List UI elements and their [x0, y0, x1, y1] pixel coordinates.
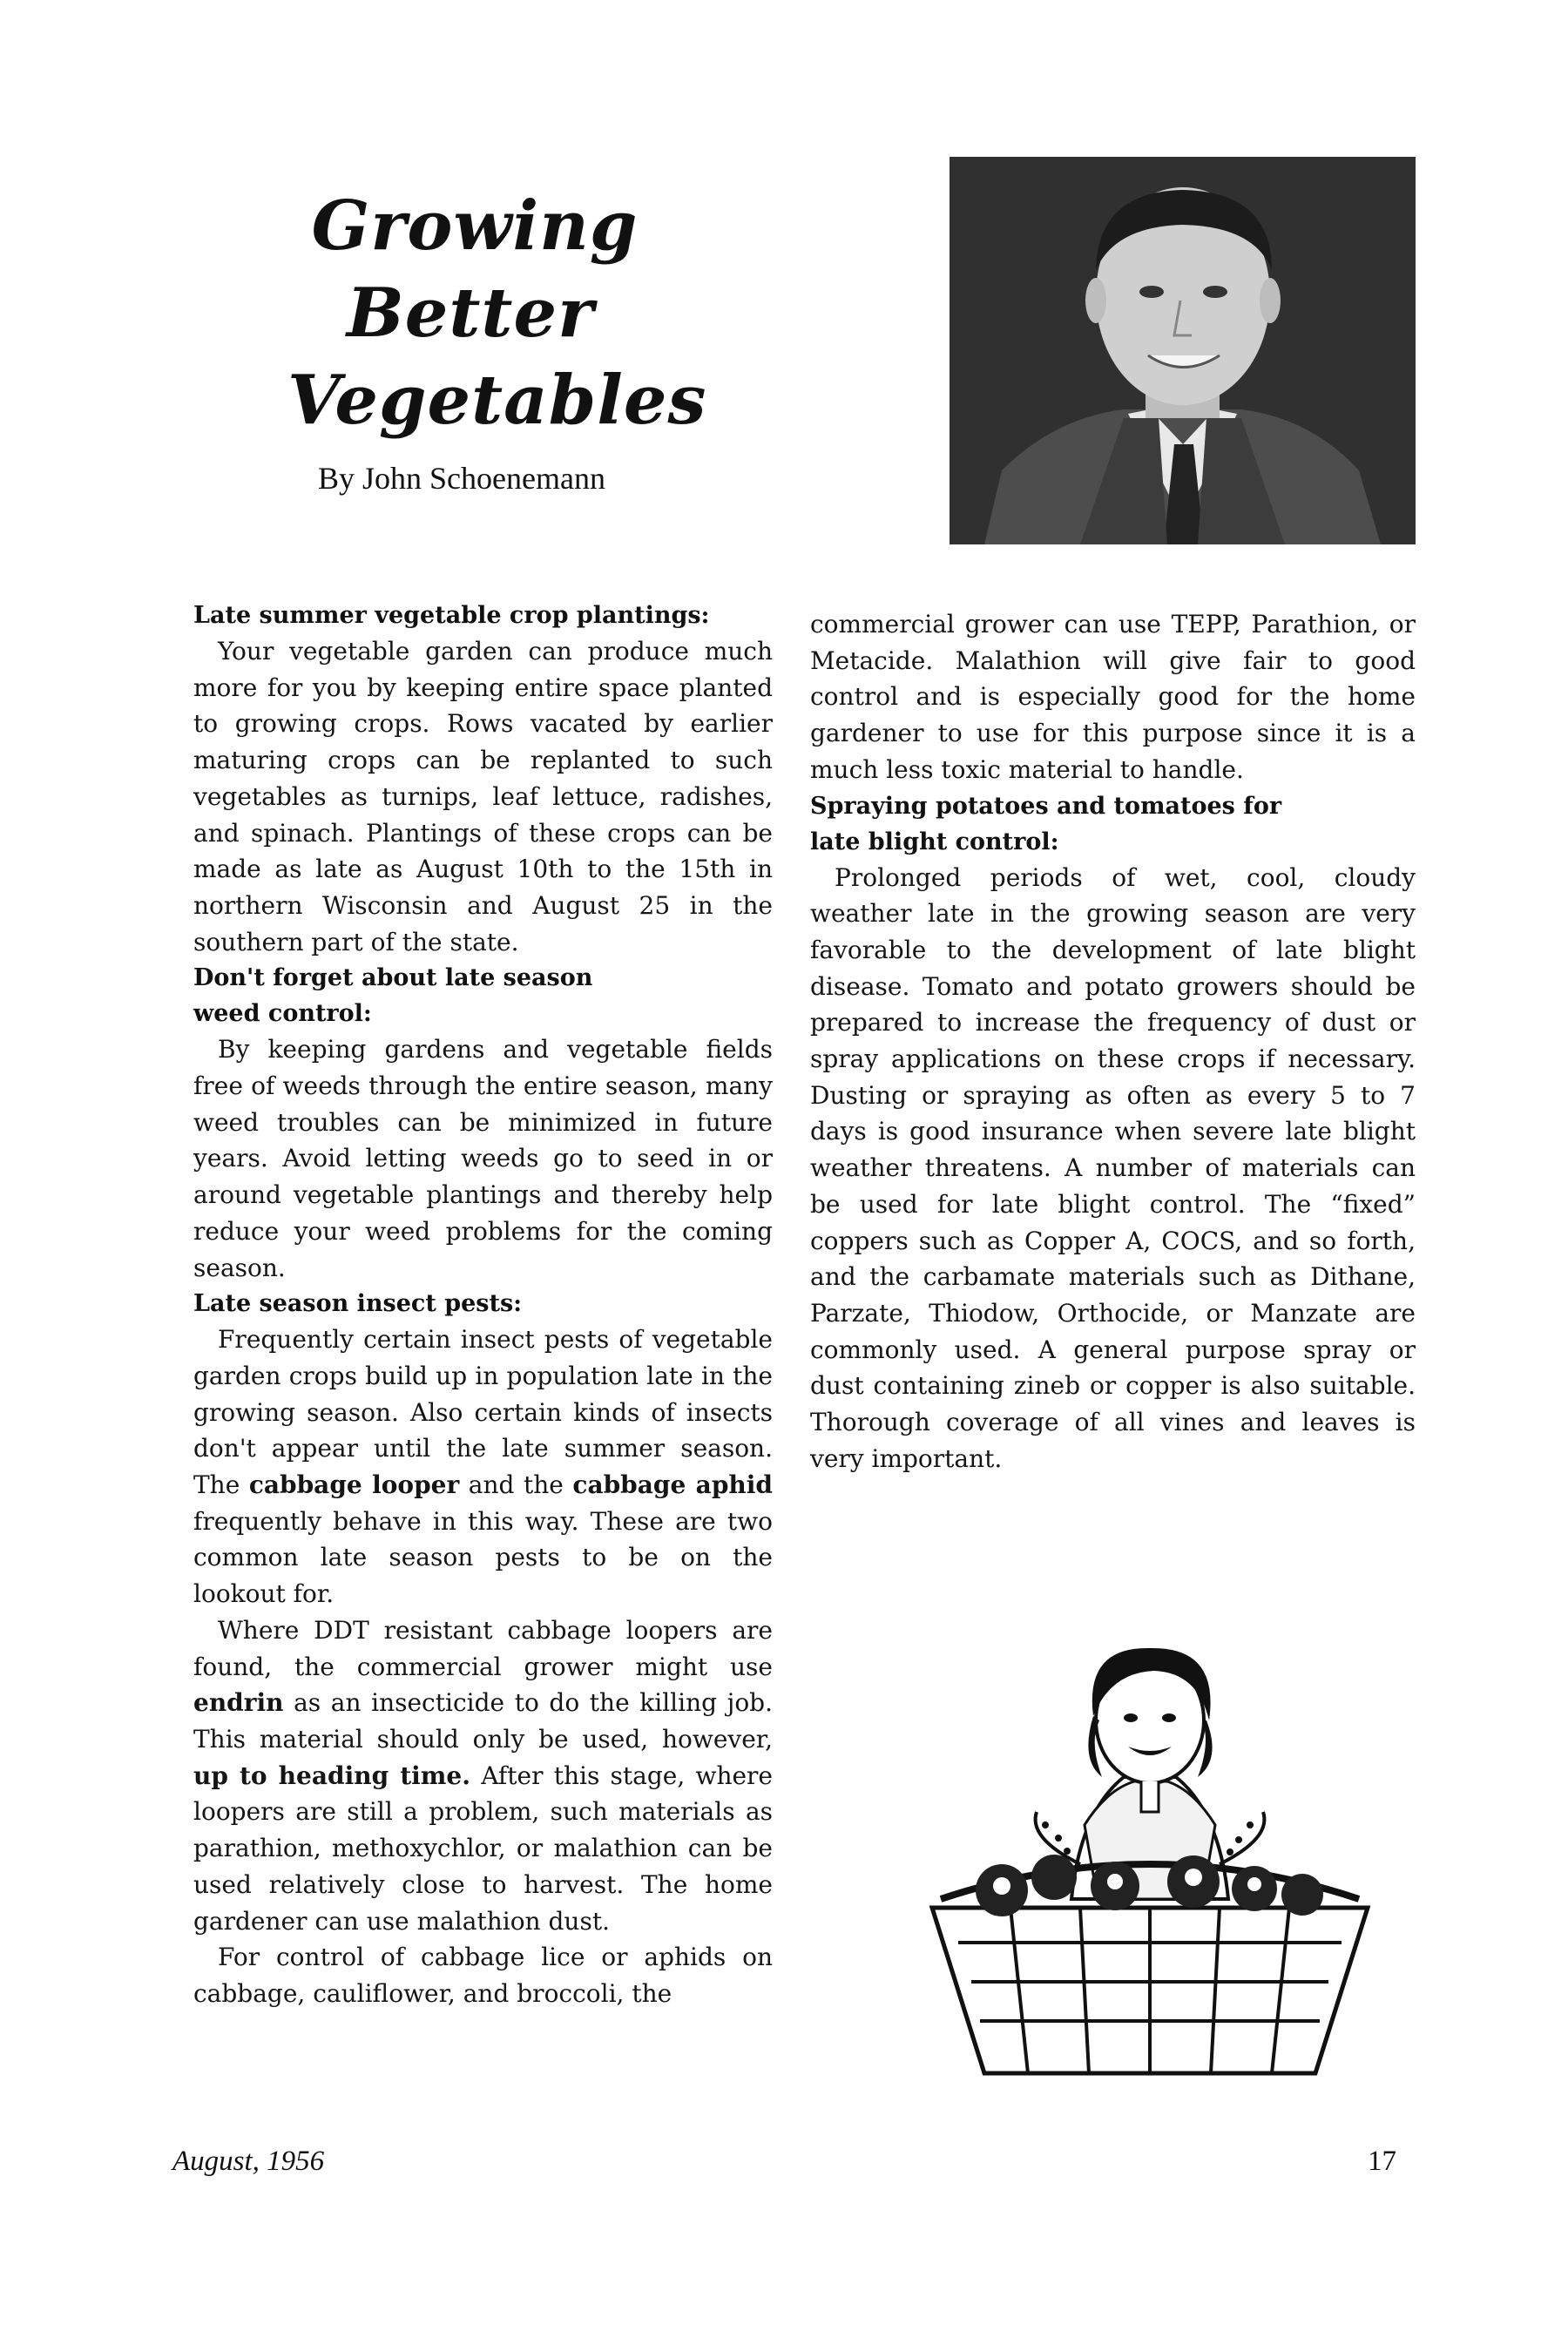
paragraph-insect-pests-text-1: Frequently certain insect pests of vegetable garden crops build up in population late in the growing season. Also certain kinds of insects don't appear until the late summer season. The [193, 1325, 773, 1500]
paragraph-aphid-control: For control of cabbage lice or aphids on cabbage, cauliflower, and broccoli, the [193, 1943, 773, 2008]
paragraph-plantings: Your vegetable garden can produce much more for you by keeping entire space planted to growing crops. Rows vacated by earlier maturing crops can be replanted to such vegetables as turnips, leaf lettuce, radishes, and spinach. Plantings of these crops can be made as late as August 10th to the 15th in northern Wisconsin and August 25 in the southern part of the state. [193, 637, 773, 956]
woman-with-vegetable-basket-illustration [906, 1638, 1394, 2091]
title-line-2: Better Vegetables [287, 274, 707, 440]
term-cabbage-aphid: cabbage aphid [572, 1470, 773, 1500]
heading-late-blight-line-1: Spraying potatoes and tomatoes for [810, 792, 1282, 820]
paragraph-late-blight: Prolonged periods of wet, cool, cloudy weather late in the growing season are very favorable to the development of late blight disease. Tomato and potato growers should be prepared to increase the frequency of dust or spray applications on these crops if necessary. Dusting or spraying as often as every 5 to 7 days is good insurance when severe late blight weather threatens. A number of materials can be used for late blight control. The “fixed” coppers such as Copper A, COCS, and so forth, and the carbamate materials such as Dithane, Parzate, Thiodow, Orthocide, or Manzate are commonly used. A general purpose spray or dust containing zineb or copper is also suitable. Thorough coverage of all vines and leaves is very important. [810, 862, 1416, 1473]
footer-date: August, 1956 [172, 2146, 325, 2177]
byline: By John Schoenemann [318, 461, 605, 496]
paragraph-insect-pests-text-2: and the [459, 1470, 573, 1500]
page-number: 17 [1368, 2146, 1396, 2177]
term-cabbage-looper: cabbage looper [248, 1470, 460, 1500]
paragraph-insect-pests-text-3: frequently behave in this way. These are two common late season pests to be on the lookout for. [193, 1506, 773, 1609]
term-heading-time: up to heading time. [193, 1761, 470, 1790]
paragraph-cabbage-loopers-text-1: Where DDT resistant cabbage loopers are found, the commercial grower might use [193, 1615, 773, 1681]
author-portrait [950, 157, 1416, 544]
heading-insect-pests: Late season insect pests: [193, 1290, 523, 1318]
left-column [193, 598, 773, 2012]
heading-weed-control [193, 960, 773, 1031]
term-endrin: endrin [193, 1688, 284, 1718]
paragraph-commercial-grower: commercial grower can use TEPP, Parathion, or Metacide. Malathion will give fair to good control and is especially good for the home gardener to use for this purpose since it is a much less toxic material to handle. [810, 610, 1416, 784]
paragraph-cabbage-loopers [193, 1612, 773, 1939]
right-column [810, 606, 1416, 1477]
title-line-1: Growing [311, 186, 639, 266]
paragraph-weed-control: By keeping gardens and vegetable fields free of weeds through the entire season, many weed troubles can be minimized in future years. Avoid letting weeds go to seed in or around vegetable plantings and thereby help reduce your weed problems for the coming season. [193, 1035, 773, 1282]
article-title [287, 183, 707, 444]
paragraph-cabbage-loopers-text-2: as an insecticide to do the killing job. This material should only be used, however, [193, 1688, 773, 1754]
heading-weed-control-line-2: weed control: [193, 1000, 372, 1028]
heading-weed-control-line-1: Don't forget about late season [193, 964, 593, 992]
heading-late-summer-plantings: Late summer vegetable crop plantings: [193, 602, 710, 629]
paragraph-cabbage-loopers-text-3: After this stage, where loopers are still a problem, such materials as parathion, methoxychlor, or malathion can be used relatively close to harvest. The home gardener can use malathion dust. [193, 1761, 774, 1936]
paragraph-insect-pests [193, 1321, 773, 1612]
heading-late-blight [810, 788, 1416, 860]
heading-late-blight-line-2: late blight control: [810, 828, 1059, 855]
